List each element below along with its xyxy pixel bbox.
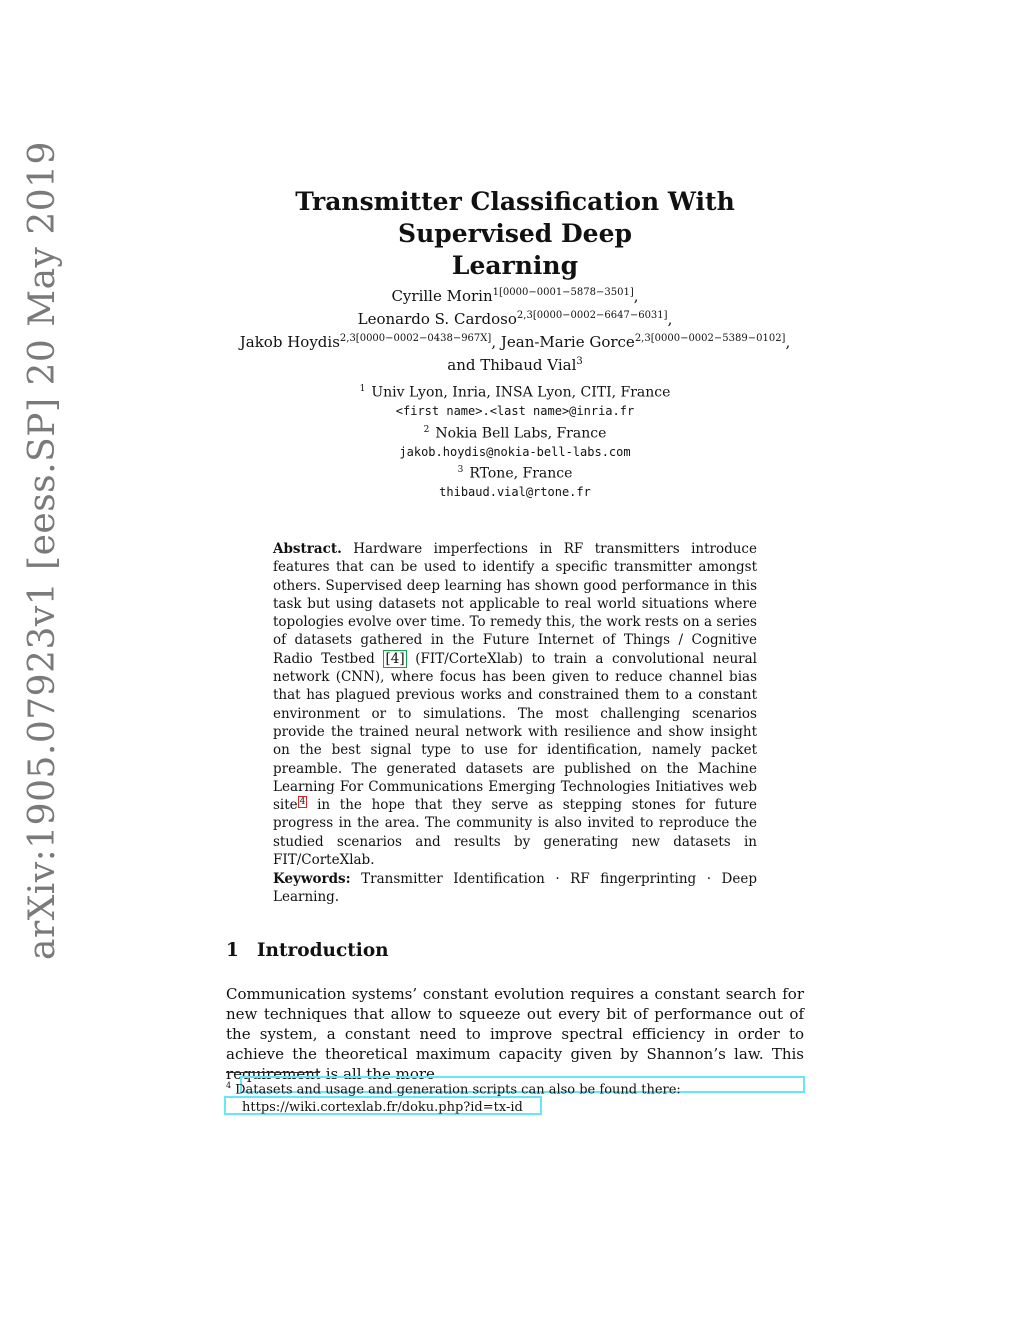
citation-link[interactable]: [4]	[385, 650, 405, 667]
author-affil-mark: 3	[576, 356, 583, 367]
keywords	[273, 870, 757, 907]
affil-name: Univ Lyon, Inria, INSA Lyon, CITI, France	[371, 384, 671, 401]
author-name: Jean-Marie Gorce	[500, 333, 635, 351]
author-orcid: 1[0000−0001−5878−3501]	[492, 287, 634, 298]
abstract-text-1: Hardware imperfections in RF transmitters introduce features that can be used to identify a specific transmitter amongst others. Supervised deep learning has shown good performance in this task but using datasets not applicable to real world situations where topologies evolve over time. To remedy this, the work rests on a series of datasets gathered in the Future Internet of Things / Cognitive Radio Testbed	[273, 541, 757, 667]
author-name: Cyrille Morin	[391, 287, 493, 305]
author-name: Jakob Hoydis	[239, 333, 340, 351]
intro-paragraph: Communication systems’ constant evolution requires a constant search for new techniques that allow to squeeze out every bit of performance out of the system, a constant need to improve spectral efficiency in order to achieve the theoretical maximum capacity given by Shannon’s law. This requirement is all the more	[226, 985, 804, 1083]
affil-number: 3	[457, 465, 464, 476]
author-list: Cyrille Morin$^{1[0000-0001-5878-3501]}$, Leonardo S. Cardoso$^{2,3[0000-0002-6647-6031]}$, Jakob Hoydis$^{2,3[0000-0002-0438-967X]}$, Jean-Marie Gorce$^{2,3[0000-0002-5389-0102]}$, and Thibaud Vial$^3$	[239, 287, 791, 374]
author-name: Leonardo S. Cardoso	[357, 310, 517, 328]
keywords-label: Keywords:	[273, 871, 351, 887]
footnote-text: Datasets and usage and generation scripts can also be found there:	[235, 1082, 681, 1098]
section-title: Introduction	[256, 940, 389, 961]
abstract	[273, 540, 757, 869]
footnote-link[interactable]: 4	[299, 796, 306, 807]
abstract-text-2: (FIT/CorteXlab) to train a convolutional neural network (CNN), where focus has been given to reduce channel bias that has plagued previous works and constrained them to a constant environment or to simulations. The most challenging scenarios provide the trained neural network with resilience and show insight on the best signal type to use for identification, namely packet preamble. The generated datasets are published on the Machine Learning For Communications Emerging Technologies Initiatives web site	[273, 650, 757, 814]
footnote-rule	[226, 1072, 320, 1073]
section-number: 1	[226, 940, 239, 961]
footnote-url[interactable]: https://wiki.cortexlab.fr/doku.php?id=tx-id	[242, 1100, 523, 1116]
affil-email: <first name>.<last name>@inria.fr	[395, 404, 635, 419]
title-line-1: Transmitter Classification With Supervised Deep	[295, 187, 735, 248]
affil-number: 2	[423, 424, 430, 435]
section-heading	[226, 940, 389, 961]
arxiv-identifier: arXiv:1905.07923v1 [eess.SP] 20 May 2019	[22, 141, 63, 960]
affil-email: thibaud.vial@rtone.fr	[439, 485, 591, 500]
affil-name: RTone, France	[469, 465, 573, 482]
author-orcid: 2,3[0000−0002−6647−6031]	[516, 310, 668, 321]
affil-number: 1	[359, 384, 366, 394]
title-line-2: Learning	[451, 251, 579, 280]
affiliations	[250, 380, 780, 502]
abstract-text-3: in the hope that they serve as stepping stones for future progress in the area. The community is also invited to reproduce the studied scenarios and results by generating new datasets in FIT/CorteXlab.	[273, 797, 757, 869]
footnote-number: 4	[226, 1081, 232, 1090]
author-orcid: 2,3[0000−0002−0438−967X]	[339, 333, 492, 344]
paper-title	[220, 186, 810, 282]
affil-email: jakob.hoydis@nokia-bell-labs.com	[399, 444, 631, 459]
affil-name: Nokia Bell Labs, France	[435, 425, 607, 442]
abstract-label: Abstract.	[273, 541, 342, 557]
author-orcid: 2,3[0000−0002−5389−0102]	[634, 333, 786, 344]
footnote	[226, 1077, 806, 1117]
keywords-text: Transmitter Identification · RF fingerprinting · Deep Learning.	[273, 871, 757, 906]
author-name: and Thibaud Vial	[447, 356, 577, 374]
